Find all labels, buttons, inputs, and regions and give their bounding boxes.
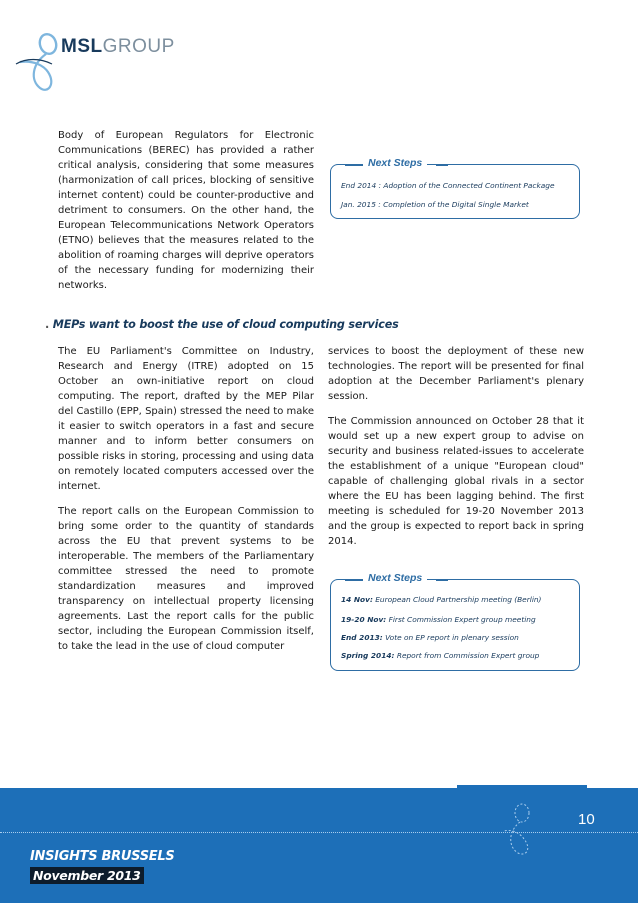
publication-date: November 2013 (30, 867, 144, 884)
right-paragraph-2: The Commission announced on October 28 that it would set up a new expert group to advise on security and business related-issues to accelerate the establishment of a unique "European cloud" capable of challenging global rivals in a sector where the EU has been lagging behind. The first meeting is scheduled for 19-20 November 2013 and the group is expected to report back in spring 2014. (328, 416, 584, 547)
footer-band (0, 788, 638, 903)
page-number: 10 (578, 811, 595, 828)
footer-emblem-icon (500, 799, 540, 859)
left-paragraph-2: The report calls on the European Commission to bring some order to the quantity of standards across the EU that prevent systems to be interoperable. The members of the Parliamentary committee stressed the need to promote standardization measures and improved transparency on intellectual property licensing agreements. Last the report calls for the public sector, including the European Commission itself, to take the lead in the use of cloud computer (58, 506, 314, 652)
intro-text: Body of European Regulators for Electronic Communications (BEREC) has provided a rather critical analysis, considering that some measures (harmonization of call prices, blocking of sensitive internet content) could be counter-productive and detriment to consumers. On the other hand, the European Telecommunications Network Operators (ETNO) believes that the measures related to the abolition of roaming charges will deprive operators of the necessary funding for modernizing their networks. (58, 130, 314, 291)
next-steps-title-1: Next Steps (363, 157, 427, 169)
msl-group-logo (12, 24, 202, 96)
footer-divider (0, 832, 638, 833)
next-steps-box-1 (330, 157, 580, 219)
heading-text: MEPs want to boost the use of cloud computing services (52, 318, 399, 331)
next-step-item: Spring 2014: Report from Commission Expert group (341, 651, 540, 660)
next-step-item: Jan. 2015 : Completion of the Digital Single Market (341, 200, 529, 209)
heading-bullet: . (45, 318, 50, 331)
next-steps-title-2: Next Steps (363, 572, 427, 584)
next-step-item: 19-20 Nov: First Commission Expert group meeting (341, 615, 536, 624)
left-paragraph-1: The EU Parliament's Committee on Industry, Research and Energy (ITRE) adopted on 15 October an own-initiative report on cloud computing. The report, drafted by the MEP Pilar del Castillo (EPP, Spain) stressed the need to make it easier to switch operators in a fast and secure manner and to inform better consumers on possible risks in storing, processing and using data on remotely located computers accessed over the internet. (58, 346, 314, 492)
logo-wordmark: MSLGROUP (61, 36, 175, 57)
right-column (328, 344, 584, 549)
box-title-rule (436, 164, 448, 166)
right-paragraph-1: services to boost the deployment of these new technologies. The report will be presented for final adoption at the December Parliament's plenary session. (328, 346, 584, 402)
box-title-rule (345, 164, 363, 166)
section-heading (45, 318, 399, 331)
next-step-item: End 2013: Vote on EP report in plenary session (341, 633, 519, 642)
left-column (58, 344, 314, 654)
next-steps-box-2 (330, 572, 580, 671)
next-step-item: 14 Nov: European Cloud Partnership meeting (Berlin) (341, 595, 542, 604)
box-title-rule (436, 579, 448, 581)
next-step-item: End 2014 : Adoption of the Connected Continent Package (341, 181, 555, 190)
intro-paragraph (58, 128, 314, 293)
publication-title: INSIGHTS BRUSSELS (30, 849, 175, 864)
logo-emblem-icon (12, 24, 72, 96)
box-title-rule (345, 579, 363, 581)
